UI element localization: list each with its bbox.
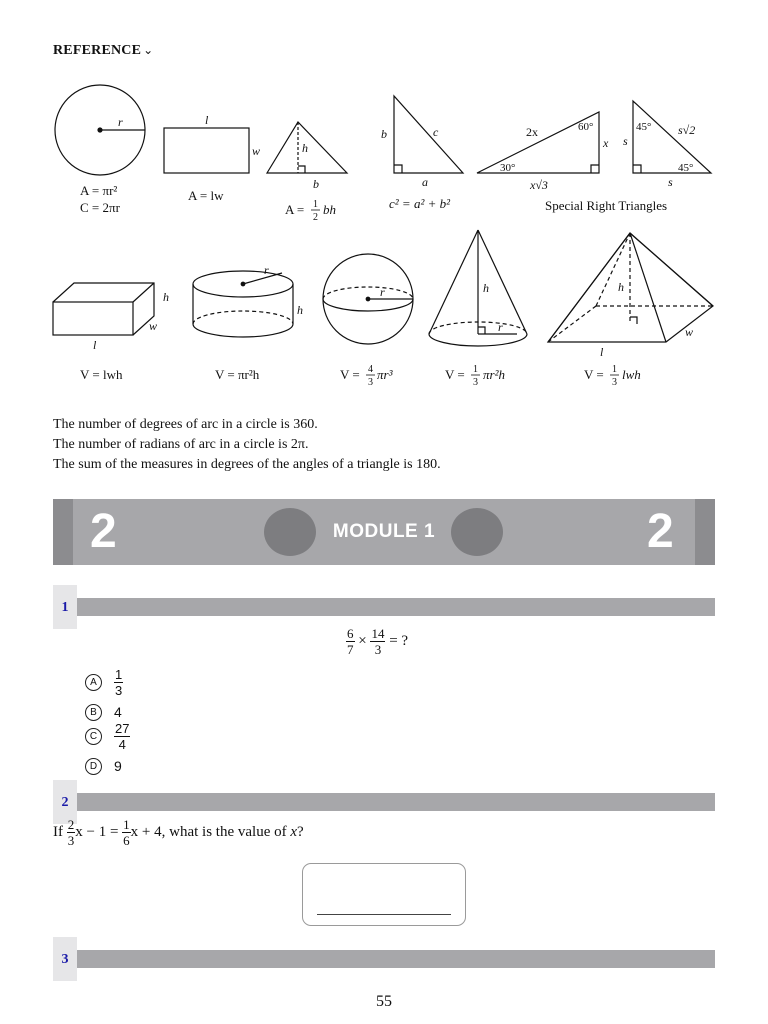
box-volume-formula: V = lwh [80,367,123,382]
t4545-hyp-label: s√2 [678,123,696,137]
pyr-vol-prefix: V = [584,367,604,382]
choice-b-bubble[interactable]: B [85,704,102,721]
t3060-hyp-label: 2x [526,125,538,139]
cyl-r-label: r [264,263,269,277]
question-1-prompt [346,627,408,656]
pyr-vol-suffix: lwh [622,367,641,382]
q1-times: × [358,632,367,649]
reference-title: REFERENCE [53,43,142,58]
right-a-label: a [422,175,428,189]
reference-figures [0,0,768,400]
box-figure [53,283,169,382]
cone-vol-prefix: V = [445,367,465,382]
q1-equals: = ? [389,632,409,649]
pyr-vol-num: 1 [612,364,617,375]
special-right-triangles-caption: Special Right Triangles [545,198,668,213]
sph-r-label: r [380,285,385,299]
t3060-30-label: 30° [500,162,516,174]
tri-area-prefix: A = [285,202,305,217]
circle-circumference-formula: C = 2πr [80,200,120,215]
question-3-number: 3 [61,952,69,967]
rect-area-formula: A = lw [188,188,224,203]
t4545-base-label: s [668,175,673,189]
sph-vol-num: 4 [368,364,373,375]
box-w-label: w [149,319,158,333]
q2-frac1-den: 3 [67,833,75,848]
fact-radians: The number of radians of arc in a circle is 2π. [53,437,309,452]
tri-h-label: h [302,141,308,155]
right-b-label: b [381,127,387,141]
sph-vol-prefix: V = [340,367,360,382]
pyramid-figure [548,233,713,388]
choice-d-bubble[interactable]: D [85,758,102,775]
module-banner [53,499,715,565]
cylinder-volume-formula: V = πr²h [215,367,260,382]
tri-b-label: b [313,177,319,191]
choice-b[interactable] [85,703,122,721]
pythagorean-formula: c² = a² + b² [389,196,451,211]
circle-area-formula: A = πr² [80,183,118,198]
choice-c-num: 27 [115,721,130,736]
q2-var: x [290,823,298,840]
sphere-figure [323,254,413,388]
cone-r-label: r [498,320,503,334]
choice-c[interactable] [85,722,130,751]
pyr-w-label: w [685,325,694,339]
tri-area-suffix: bh [323,202,336,217]
choice-a[interactable] [85,668,123,697]
q2-frac1-num: 2 [67,817,75,832]
tri-area-num: 1 [313,199,318,210]
choice-d-value: 9 [114,758,122,775]
rect-l-label: l [205,113,209,127]
module-label: MODULE 1 [332,521,436,542]
choice-a-bubble[interactable]: A [85,674,102,691]
triangle-figure [267,122,347,223]
q1-frac2-num: 14 [371,626,385,641]
rectangle-figure [164,113,260,203]
cylinder-figure [193,263,303,382]
t3060-60-label: 60° [578,121,594,133]
cone-vol-num: 1 [473,364,478,375]
cone-h-label: h [483,281,489,295]
box-l-label: l [93,338,97,352]
choice-d[interactable] [85,757,122,775]
t4545-s-label: s [623,134,628,148]
cyl-h-label: h [297,303,303,317]
q2-frac2-den: 6 [123,833,130,848]
choice-a-num: 1 [115,667,123,682]
circle-figure [55,85,145,215]
module-section-number-left: 2 [90,505,117,558]
tri-area-den: 2 [313,212,318,223]
rect-w-label: w [252,144,261,158]
triangle-30-60-90 [477,112,609,192]
fact-triangle-sum: The sum of the measures in degrees of the angles of a triangle is 180. [53,457,441,472]
question-1-number: 1 [61,600,69,615]
cone-vol-suffix: πr²h [483,367,505,382]
t4545-45b-label: 45° [678,162,694,174]
t3060-base-label: x√3 [530,178,548,192]
circle-r-label: r [118,115,123,129]
fact-degrees: The number of degrees of arc in a circle is 360. [53,417,318,432]
t4545-45a-label: 45° [636,121,652,133]
t3060-x-label: x [603,136,609,150]
choice-b-value: 4 [114,704,122,721]
q2-post: , what is the value of [161,823,287,840]
pyr-h-label: h [618,280,624,294]
right-triangle-figure [381,96,463,211]
choice-a-den: 3 [115,683,123,698]
sph-vol-den: 3 [368,377,373,388]
module-section-number-right: 2 [647,505,674,558]
pyr-vol-den: 3 [612,377,617,388]
answer-entry-box[interactable] [302,863,466,926]
q2-mid2: x + 4 [130,823,162,840]
chevron-down-icon[interactable]: ⌄ [143,43,154,57]
q2-mid1: x − 1 = [75,823,119,840]
pyr-l-label: l [600,345,604,359]
question-2-number: 2 [61,795,69,810]
triangle-45-45-90 [545,101,711,213]
question-3-header [53,937,715,981]
q1-frac1-den: 7 [347,642,354,657]
question-2-prompt [53,818,304,847]
q2-end: ? [297,823,304,840]
answer-entry-line [317,914,451,915]
q2-if: If [53,823,63,840]
q2-frac2-num: 1 [123,817,130,832]
page-number: 55 [376,993,392,1010]
sph-vol-suffix: πr³ [377,367,393,382]
cone-figure [429,230,527,388]
question-1-header [53,585,715,629]
choice-c-den: 4 [118,737,126,752]
reference-facts [53,415,441,475]
cone-vol-den: 3 [473,377,478,388]
box-h-label: h [163,290,169,304]
q1-frac2-den: 3 [374,642,382,657]
q1-frac1-num: 6 [347,626,354,641]
choice-c-bubble[interactable]: C [85,728,102,745]
right-c-label: c [433,125,439,139]
